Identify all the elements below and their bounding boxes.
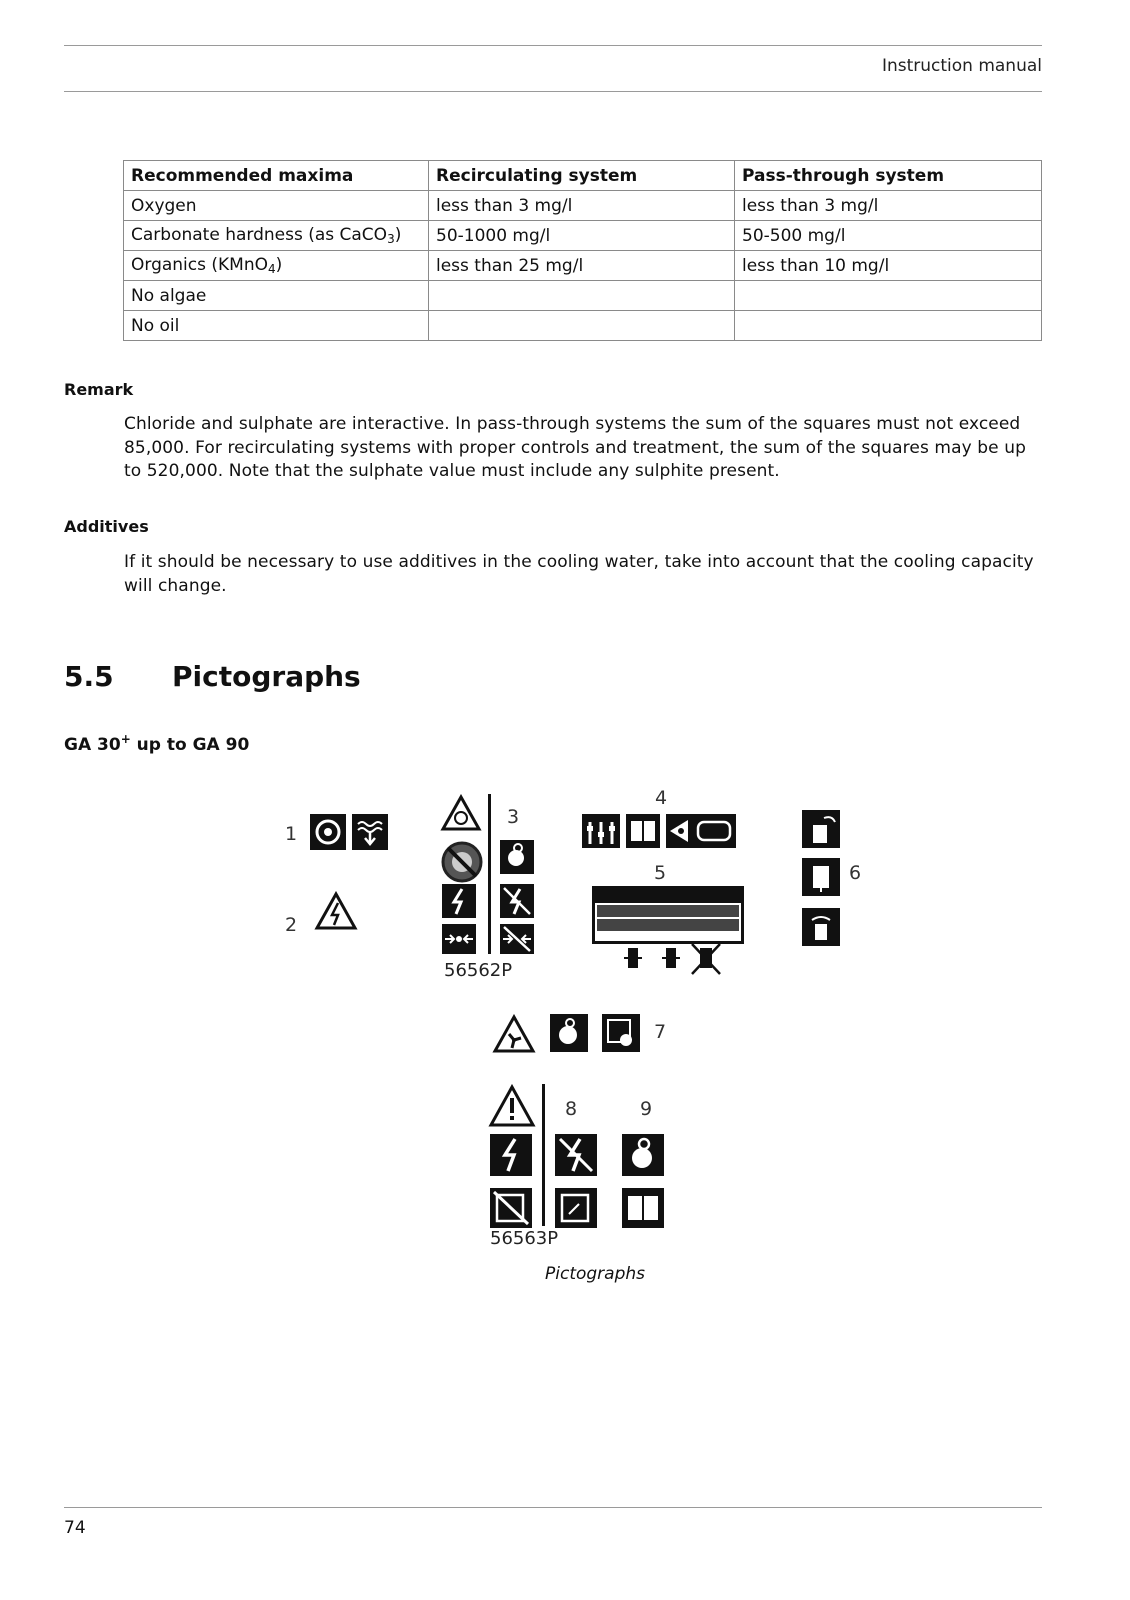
rotating-part-warning-icon: [440, 794, 482, 832]
water-quality-table: [123, 160, 1042, 341]
control-panel-touch-icon: [602, 1014, 640, 1052]
oil-separator-ok-icon: [656, 944, 686, 980]
electric-live-icon: [490, 1134, 532, 1176]
param-cell: Organics (KMnO$_4$): [124, 251, 429, 281]
manual-book-icon: [622, 1188, 664, 1228]
header-rule-top: [64, 45, 1042, 46]
figure-code: 56562P: [444, 960, 513, 981]
remark-text: Chloride and sulphate are interactive. In pass-through systems the sum of the squares must not exceed 85,000. For recirculating systems with proper controls and treatment, the sum of the squares may be up to 520,000. Note that the sulphate value must include any sulphite present.: [124, 414, 1026, 481]
pressure-icon: [442, 924, 476, 954]
pass-cell: [735, 281, 1042, 311]
section-number: 5.5: [64, 660, 114, 693]
electric-live-icon: [442, 884, 476, 918]
fan-warning-icon: [492, 1014, 536, 1054]
inspect-filter-icon: [666, 814, 736, 848]
pictograph-label: 3: [507, 806, 520, 828]
running-header: Instruction manual: [881, 56, 1042, 76]
column-header: Recirculating system: [429, 161, 735, 191]
param-cell: Carbonate hardness (as CaCO$_3$): [124, 221, 429, 251]
footer-rule: [64, 1507, 1042, 1508]
section-title: Pictographs: [172, 660, 361, 693]
recirc-cell: less than 3 mg/l: [429, 191, 735, 221]
oil-check-icon: [802, 908, 840, 946]
table-row: [124, 311, 1042, 341]
maintenance-icon: [500, 840, 534, 874]
service-plan-table-icon: [592, 886, 744, 944]
table-row: [124, 191, 1042, 221]
electric-isolated-icon: [555, 1134, 597, 1176]
param-cell: Oxygen: [124, 191, 429, 221]
maintenance-icon: [622, 1134, 664, 1176]
electric-warning-icon: [314, 891, 358, 931]
model-range-heading: GA 30+ up to GA 90: [64, 732, 250, 755]
column-header: Recommended maxima: [124, 161, 429, 191]
pictograph-label: 8: [565, 1098, 578, 1120]
no-filter-icon: [688, 940, 724, 978]
depressurized-icon: [500, 924, 534, 954]
general-warning-icon: [488, 1084, 536, 1128]
param-cell: No oil: [124, 311, 429, 341]
param-cell: No algae: [124, 281, 429, 311]
pass-cell: [735, 311, 1042, 341]
cabinet-door-icon: [555, 1188, 597, 1228]
pictograph-label: 6: [849, 862, 862, 884]
pass-cell: less than 10 mg/l: [735, 251, 1042, 281]
no-cabinet-icon: [490, 1188, 532, 1228]
page-number: 74: [64, 1518, 86, 1538]
oil-drain-icon: [802, 858, 840, 896]
header-rule-bottom: [64, 91, 1042, 92]
table-row: [124, 281, 1042, 311]
additives-heading: Additives: [64, 517, 149, 536]
figure-code: 56563P: [490, 1228, 559, 1249]
recirc-cell: less than 25 mg/l: [429, 251, 735, 281]
divider: [488, 794, 491, 954]
water-drain-icon: [352, 814, 388, 850]
pictograph-label: 9: [640, 1098, 653, 1120]
pictograph-label: 5: [654, 862, 667, 884]
column-header: Pass-through system: [735, 161, 1042, 191]
table-row: [124, 221, 1042, 251]
table-row: [124, 251, 1042, 281]
manual-book-icon: [626, 814, 660, 848]
recirc-cell: [429, 311, 735, 341]
additives-text: If it should be necessary to use additives in the cooling water, take into account that the cooling capacity will change.: [124, 552, 1034, 596]
remark-heading: Remark: [64, 380, 134, 399]
oil-fill-icon: [802, 810, 840, 848]
oil-filter-ok-icon: [618, 944, 648, 980]
figure-caption: Pictographs: [545, 1264, 646, 1284]
pictograph-label: 7: [654, 1021, 667, 1043]
no-maintenance-icon: [440, 840, 484, 884]
electric-isolated-icon: [500, 884, 534, 918]
table-header-row: [124, 161, 1042, 191]
setting-levers-icon: [582, 814, 620, 848]
pictograph-label: 2: [285, 914, 298, 936]
divider: [542, 1084, 545, 1226]
recirc-cell: [429, 281, 735, 311]
rotation-icon: [310, 814, 346, 850]
pass-cell: less than 3 mg/l: [735, 191, 1042, 221]
pass-cell: 50-500 mg/l: [735, 221, 1042, 251]
recirc-cell: 50-1000 mg/l: [429, 221, 735, 251]
pictograph-label: 1: [285, 823, 298, 845]
maintenance-icon: [550, 1014, 588, 1052]
pictograph-label: 4: [655, 787, 668, 809]
